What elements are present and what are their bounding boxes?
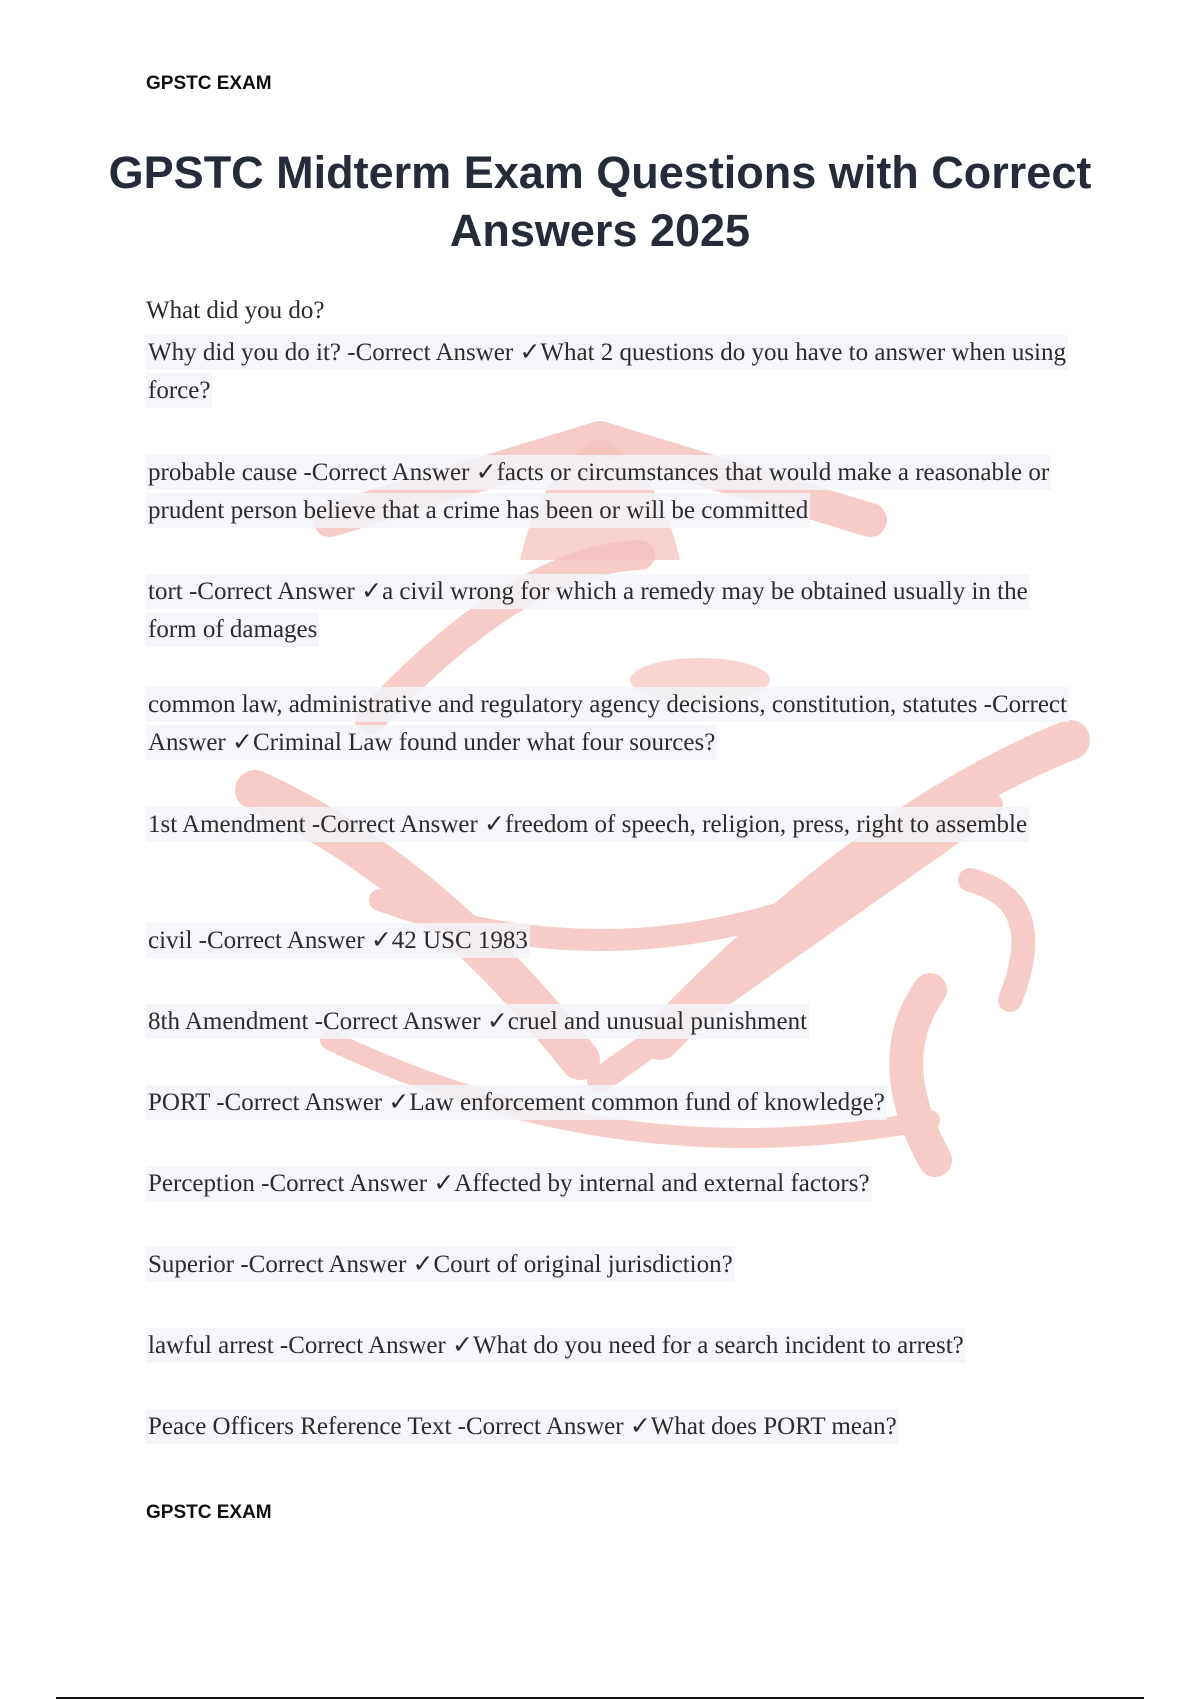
qa-entry-text: probable cause -Correct Answer ✓facts or circumstances that would make a reasonable or prudent person believe that a crime has been or will be committed (146, 455, 1051, 528)
qa-entry-text: lawful arrest -Correct Answer ✓What do you need for a search incident to arrest? (146, 1328, 966, 1363)
qa-entry-intro (146, 292, 1076, 330)
qa-entry-text: common law, administrative and regulatory agency decisions, constitution, statutes -Correct Answer ✓Criminal Law found under what four sources? (146, 687, 1069, 760)
page-header: GPSTC EXAM (146, 73, 272, 94)
qa-entry (146, 1084, 1076, 1122)
qa-entry-text: Perception -Correct Answer ✓Affected by internal and external factors? (146, 1166, 872, 1201)
qa-entry-text: tort -Correct Answer ✓a civil wrong for which a remedy may be obtained usually in the form of damages (146, 574, 1030, 647)
qa-entry-text: 8th Amendment -Correct Answer ✓cruel and unusual punishment (146, 1004, 809, 1039)
qa-entry (146, 686, 1076, 762)
bottom-divider (56, 1697, 1144, 1699)
qa-entry-text: Superior -Correct Answer ✓Court of original jurisdiction? (146, 1247, 735, 1282)
qa-entry (146, 454, 1076, 530)
qa-entry (146, 1003, 1076, 1041)
qa-entry (146, 1327, 1076, 1365)
intro-line: What did you do? (146, 297, 325, 324)
qa-entry (146, 1408, 1076, 1446)
qa-entry-text: Why did you do it? -Correct Answer ✓What 2 questions do you have to answer when using force? (146, 335, 1068, 408)
document-title: GPSTC Midterm Exam Questions with Correct Answers 2025 (108, 147, 1092, 256)
qa-entry-text: civil -Correct Answer ✓42 USC 1983 (146, 923, 530, 958)
qa-entry (146, 922, 1076, 960)
qa-entry (146, 1246, 1076, 1284)
qa-entry-text: PORT -Correct Answer ✓Law enforcement common fund of knowledge? (146, 1085, 887, 1120)
qa-entry (146, 1165, 1076, 1203)
page-footer: GPSTC EXAM (146, 1502, 272, 1523)
qa-entry-text: 1st Amendment -Correct Answer ✓freedom of speech, religion, press, right to assemble (146, 807, 1029, 842)
qa-entry (146, 573, 1076, 649)
qa-entry (146, 334, 1076, 410)
qa-entry-text: Peace Officers Reference Text -Correct Answer ✓What does PORT mean? (146, 1409, 899, 1444)
qa-entry (146, 806, 1076, 844)
